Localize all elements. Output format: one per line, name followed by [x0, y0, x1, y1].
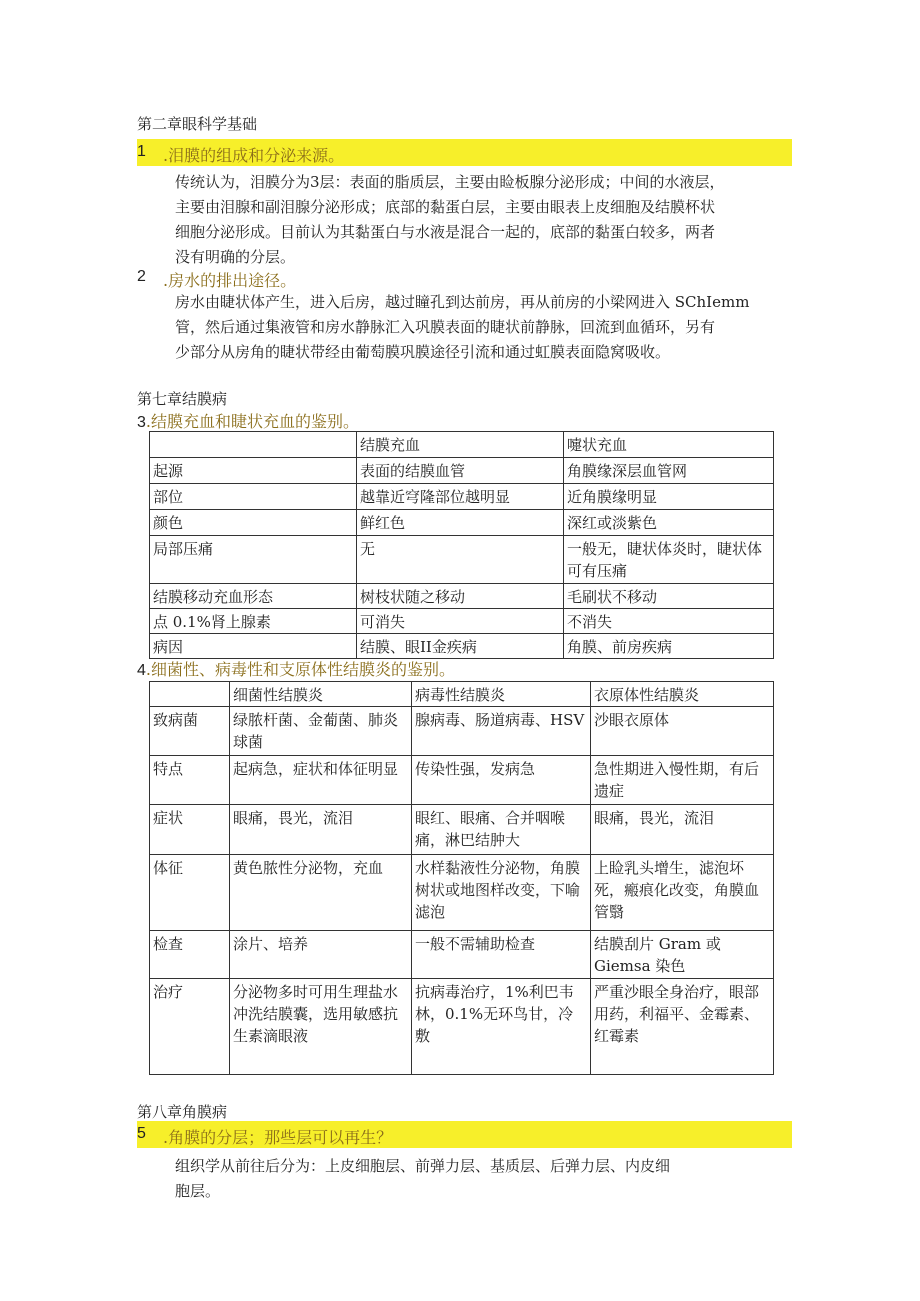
table-cell: 起源: [150, 458, 357, 484]
chapter-7-title: 第七章结膜病: [137, 390, 228, 408]
conjunctivitis-comparison-table: [149, 681, 774, 1075]
table-row: [150, 634, 774, 659]
table-cell: 传染性强，发病急: [412, 756, 591, 805]
table-cell: 眼痛，畏光，流泪: [591, 805, 774, 855]
table-row: [150, 510, 774, 536]
question-4-heading: [137, 657, 455, 680]
table-cell: 可消失: [357, 609, 564, 634]
chapter-2-title: 第二章眼科学基础: [137, 115, 258, 133]
table-cell: 树枝状随之移动: [357, 584, 564, 609]
table-cell: 严重沙眼全身治疗，眼部用药，利福平、金霉素、红霉素: [591, 979, 774, 1075]
table-cell: 结膜、眼II金疾病: [357, 634, 564, 659]
table-row: [150, 707, 774, 756]
answer-line: 传统认为，泪膜分为3层：表面的脂质层，主要由睑板腺分泌形成；中间的水液层，: [175, 173, 725, 191]
table-cell: 腺病毒、肠道病毒、HSV: [412, 707, 591, 756]
table-cell: 抗病毒治疗，1%利巴韦林，0.1%无环鸟甘，冷敷: [412, 979, 591, 1075]
question-number: 5: [137, 1125, 146, 1142]
table-row: [150, 484, 774, 510]
question-5-heading: [137, 1121, 792, 1148]
table-cell: 无: [357, 536, 564, 584]
table-row: [150, 979, 774, 1075]
question-1-heading: [137, 139, 792, 166]
table-cell: 起病急，症状和体征明显: [230, 756, 412, 805]
table-cell: 症状: [150, 805, 230, 855]
answer-line: 没有明确的分层。: [175, 248, 296, 266]
question-text: .角膜的分层；那些层可以再生？: [163, 1128, 393, 1147]
question-text: .细菌性、病毒性和支原体性结膜炎的鉴别。: [145, 660, 455, 679]
table-cell: 表面的结膜血管: [357, 458, 564, 484]
table-row: [150, 756, 774, 805]
answer-line: 细胞分泌形成。目前认为其黏蛋白与水液是混合一起的，底部的黏蛋白较多，两者: [175, 223, 716, 241]
answer-1: [175, 170, 790, 270]
table-row: [150, 609, 774, 634]
table-cell: 特点: [150, 756, 230, 805]
question-number: 4: [137, 662, 146, 679]
table-cell: 致病菌: [150, 707, 230, 756]
table-cell: 一般不需辅助检查: [412, 931, 591, 979]
table-cell: 水样黏液性分泌物，角膜树状或地图样改变，下喻滤泡: [412, 855, 591, 931]
answer-line: 管，然后通过集液管和房水静脉汇入巩膜表面的睫状前静脉，回流到血循环，另有: [175, 318, 716, 336]
hyperemia-comparison-table: [149, 431, 774, 659]
table-header-row: [150, 682, 774, 707]
answer-line: 少部分从房角的睫状带经由葡萄膜巩膜途径引流和通过虹膜表面隐窝吸收。: [175, 343, 671, 361]
question-number: 1: [137, 143, 146, 160]
answer-line: 组织学从前往后分为：上皮细胞层、前弹力层、基质层、后弹力层、内皮细: [175, 1157, 671, 1175]
chapter-8-title: 第八章角膜病: [137, 1103, 228, 1121]
table-cell: 绿脓杆菌、金葡菌、肺炎球菌: [230, 707, 412, 756]
question-text: .房水的排出途径。: [163, 271, 297, 290]
table-cell: 黄色脓性分泌物，充血: [230, 855, 412, 931]
question-text: .结膜充血和睫状充血的鉴别。: [145, 412, 359, 431]
answer-5: [175, 1154, 790, 1204]
table-header-cell: 细菌性结膜炎: [230, 682, 412, 707]
question-text: .泪膜的组成和分泌来源。: [163, 146, 345, 165]
table-cell: 治疗: [150, 979, 230, 1075]
table-row: [150, 458, 774, 484]
table-row: [150, 931, 774, 979]
table-cell: 毛刷状不移动: [564, 584, 774, 609]
answer-line: 房水由睫状体产生，进入后房，越过瞳孔到达前房，再从前房的小梁网进入 SChIemm: [175, 293, 750, 311]
table-cell: 深红或淡紫色: [564, 510, 774, 536]
question-number: 3: [137, 414, 146, 431]
table-cell: 体征: [150, 855, 230, 931]
question-number: 2: [137, 268, 146, 285]
table-cell: 分泌物多时可用生理盐水冲洗结膜囊，选用敏感抗生素滴眼液: [230, 979, 412, 1075]
table-cell: 急性期进入慢性期，有后遗症: [591, 756, 774, 805]
table-cell: 一般无，睫状体炎时，睫状体可有压痛: [564, 536, 774, 584]
table-cell: 越靠近穹隆部位越明显: [357, 484, 564, 510]
table-cell: 角膜缘深层血管网: [564, 458, 774, 484]
table-header-cell: 衣原体性结膜炎: [591, 682, 774, 707]
question-3-heading: [137, 409, 359, 432]
table-cell: 沙眼衣原体: [591, 707, 774, 756]
table-cell: 结膜移动充血形态: [150, 584, 357, 609]
table-cell: 涂片、培养: [230, 931, 412, 979]
table-header-cell: 病毒性结膜炎: [412, 682, 591, 707]
table-cell: 上睑乳头增生，滤泡坏死，瘢痕化改变，角膜血管翳: [591, 855, 774, 931]
table-cell: 眼痛，畏光，流泪: [230, 805, 412, 855]
table-cell: 颜色: [150, 510, 357, 536]
table-row: [150, 805, 774, 855]
table-cell: 局部压痛: [150, 536, 357, 584]
table-row: [150, 855, 774, 931]
table-header-cell: [150, 432, 357, 458]
table-header-cell: [150, 682, 230, 707]
table-cell: 鲜红色: [357, 510, 564, 536]
table-header-cell: 嚏状充血: [564, 432, 774, 458]
table-cell: 眼红、眼痛、合并咽喉痛，淋巴结肿大: [412, 805, 591, 855]
table-cell: 结膜刮片 Gram 或 Giemsa 染色: [591, 931, 774, 979]
answer-2: [175, 290, 790, 365]
table-cell: 检查: [150, 931, 230, 979]
table-cell: 病因: [150, 634, 357, 659]
table-cell: 不消失: [564, 609, 774, 634]
table-row: [150, 536, 774, 584]
table-header-row: [150, 432, 774, 458]
table-row: [150, 584, 774, 609]
table-cell: 近角膜缘明显: [564, 484, 774, 510]
answer-line: 主要由泪腺和副泪腺分泌形成；底部的黏蛋白层，主要由眼表上皮细胞及结膜杯状: [175, 198, 716, 216]
table-cell: 点 0.1%肾上腺素: [150, 609, 357, 634]
table-cell: 部位: [150, 484, 357, 510]
answer-line: 胞层。: [175, 1182, 221, 1200]
table-header-cell: 结膜充血: [357, 432, 564, 458]
table-cell: 角膜、前房疾病: [564, 634, 774, 659]
